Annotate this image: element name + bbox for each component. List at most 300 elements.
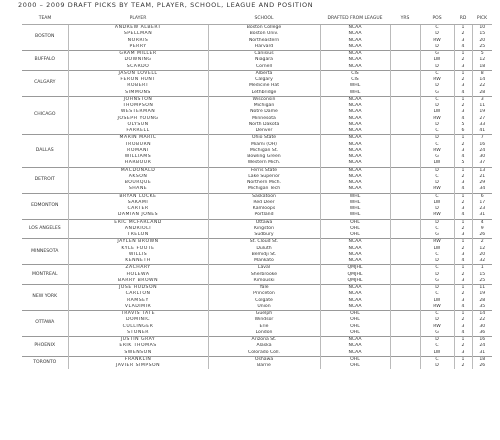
league-cell: QMJHL [320, 272, 390, 278]
round-cell: 3 [454, 64, 472, 71]
table-row [22, 212, 492, 219]
position-cell: C [420, 128, 454, 135]
pick-cell: 25 [479, 43, 486, 49]
league-cell: NCAA [320, 154, 390, 160]
pick-cell: 2 [472, 239, 492, 246]
pick-cell: 24 [479, 343, 486, 349]
league-cell: OHL [320, 330, 390, 337]
position-cell: C [420, 311, 454, 318]
round-cell: 4 [454, 154, 472, 160]
player-cell: JOSE HUDSON [68, 285, 208, 292]
round-cell: 1 [454, 356, 472, 363]
league-cell: NCAA [320, 57, 390, 63]
table-row [22, 186, 492, 193]
league-cell: NCAA [320, 252, 390, 258]
position-cell: C [420, 226, 454, 232]
round-cell: 1 [454, 51, 472, 58]
league-cell: OHL [320, 219, 390, 226]
league-cell: WHL [320, 83, 390, 89]
round-cell: 2 [454, 174, 472, 180]
position-cell: C [420, 70, 454, 77]
school-cell: Portland [208, 212, 320, 219]
school-cell: Michigan [208, 103, 320, 109]
team-cell: MINNESOTA [22, 239, 68, 265]
round-cell: 2 [454, 77, 472, 83]
pick-cell: 14 [479, 77, 486, 83]
league-cell: OHL [320, 226, 390, 232]
league-cell: NCAA [320, 109, 390, 115]
player-cell: ANDRIOLI [68, 226, 208, 232]
round-cell: 3 [454, 232, 472, 239]
league-cell: NCAA [320, 44, 390, 51]
position-cell: RW [420, 77, 454, 83]
team-cell: TORONTO [22, 356, 68, 369]
position-cell: LW [420, 350, 454, 357]
player-cell: FRANKLIN [68, 356, 208, 363]
table-row [22, 51, 492, 58]
league-cell: QMJHL [320, 278, 390, 285]
pick-cell: 29 [479, 180, 486, 186]
pick-cell: 32 [479, 258, 486, 264]
league-cell: NCAA [320, 167, 390, 174]
pick-cell: 12 [479, 57, 486, 63]
school-cell: Harvard [208, 44, 320, 51]
years-cell [390, 285, 420, 292]
league-cell: NCAA [320, 258, 390, 265]
round-cell: 2 [454, 226, 472, 232]
league-cell: NCAA [320, 31, 390, 37]
position-cell: RW [420, 38, 454, 44]
round-cell: 2 [454, 343, 472, 349]
years-cell [390, 186, 420, 193]
round-cell: 5 [454, 122, 472, 128]
player-cell: BARRY BROWN [68, 278, 208, 285]
player-cell: ANDREW ALBERT [68, 25, 208, 32]
player-cell: JUSTIN GRAY [68, 337, 208, 344]
player-cell: ROMANI [68, 148, 208, 154]
position-cell: LW [420, 298, 454, 304]
round-cell: 2 [454, 57, 472, 63]
table-row [22, 337, 492, 344]
position-cell: C [420, 142, 454, 148]
pick-cell: 19 [479, 109, 486, 115]
table-row [22, 239, 492, 246]
years-cell [390, 239, 420, 246]
school-cell: Windsor [208, 317, 320, 323]
position-cell: G [420, 90, 454, 97]
school-cell: Kamloops [208, 206, 320, 212]
years-cell [390, 128, 420, 135]
school-cell: Yale [208, 285, 320, 292]
school-cell: Red Deer [208, 200, 320, 206]
round-cell: 4 [454, 186, 472, 193]
pick-cell: 6 [472, 193, 492, 200]
pick-cell: 41 [479, 128, 486, 134]
player-cell: HOLEWA [68, 272, 208, 278]
round-cell: 3 [454, 278, 472, 285]
player-cell: HARBOUR [68, 160, 208, 167]
player-cell: JOHNSTON [68, 96, 208, 103]
league-cell: CIS [320, 77, 390, 83]
pick-cell: 34 [479, 186, 486, 192]
player-cell: TRELON [68, 232, 208, 239]
team-cell: BUFFALO [22, 51, 68, 71]
player-cell: ERIK THOMAS [68, 343, 208, 349]
pick-cell: 20 [479, 37, 486, 43]
league-cell: NCAA [320, 148, 390, 154]
pick-cell: 12 [479, 245, 486, 251]
school-cell: Calgary [208, 77, 320, 83]
school-cell: Sudbury [208, 232, 320, 239]
league-cell: NCAA [320, 116, 390, 122]
round-cell: 4 [454, 44, 472, 51]
round-cell: 2 [454, 200, 472, 206]
player-cell: DOMINIC [68, 317, 208, 323]
player-cell: STONER [68, 330, 208, 337]
league-cell: OHL [320, 363, 390, 369]
round-cell: 5 [454, 160, 472, 167]
player-cell: TRAVIS TATE [68, 311, 208, 318]
round-cell: 1 [454, 239, 472, 246]
pick-cell: 15 [479, 271, 486, 277]
header-row [22, 12, 492, 25]
school-cell: Lethbridge [208, 90, 320, 97]
position-cell: D [420, 103, 454, 109]
player-cell: JAYLEN BROWN [68, 239, 208, 246]
league-cell: WHL [320, 193, 390, 200]
player-cell: JAVIER SIMPSON [68, 363, 208, 369]
round-cell: 2 [454, 142, 472, 148]
position-cell: LW [420, 160, 454, 167]
round-cell: 3 [454, 350, 472, 357]
header-round: RD [454, 12, 472, 25]
years-cell [390, 265, 420, 272]
round-cell: 4 [454, 90, 472, 97]
school-cell: Guelph [208, 311, 320, 318]
pick-cell: 3 [472, 96, 492, 103]
school-cell: Princeton [208, 291, 320, 297]
player-cell: SHANE [68, 186, 208, 193]
pick-cell: 16 [479, 141, 486, 147]
school-cell: Union [208, 304, 320, 311]
draft-table [22, 12, 492, 369]
player-cell: SIMMONS [68, 90, 208, 97]
school-cell: Cornell [208, 64, 320, 71]
years-cell [390, 304, 420, 311]
league-cell: NCAA [320, 122, 390, 128]
school-cell: St. Cloud St. [208, 239, 320, 246]
pick-cell: 30 [479, 154, 486, 160]
pick-cell: 5 [472, 51, 492, 58]
team-cell: MONTREAL [22, 265, 68, 285]
player-cell: JASON LOVELL [68, 70, 208, 77]
header-pick: PICK [472, 12, 492, 25]
table-row [22, 193, 492, 200]
position-cell: D [420, 167, 454, 174]
pick-cell: 14 [472, 311, 492, 318]
years-cell [390, 278, 420, 285]
school-cell: Notre Dame [208, 109, 320, 115]
pick-cell: 20 [479, 251, 486, 257]
player-cell: SWENSON [68, 350, 208, 357]
round-cell: 4 [454, 258, 472, 265]
league-cell: WHL [320, 200, 390, 206]
position-cell: G [420, 51, 454, 58]
league-cell: OHL [320, 356, 390, 363]
team-cell: LOS ANGELES [22, 219, 68, 239]
player-cell: SPELLMAN [68, 31, 208, 37]
years-cell [390, 356, 420, 363]
pick-cell: 9 [480, 225, 484, 231]
round-cell: 2 [454, 246, 472, 252]
header-years: YRS [390, 12, 420, 25]
school-cell: Alberta [208, 70, 320, 77]
player-cell: THOMPSON [68, 103, 208, 109]
position-cell: LW [420, 109, 454, 115]
league-cell: NCAA [320, 291, 390, 297]
player-cell: BRYAN LOCKE [68, 193, 208, 200]
table-row [22, 70, 492, 77]
draft-table-body [22, 25, 492, 370]
league-cell: NCAA [320, 142, 390, 148]
player-cell: ZACHARY [68, 265, 208, 272]
round-cell: 1 [454, 285, 472, 292]
school-cell: Kingston [208, 226, 320, 232]
league-cell: OHL [320, 324, 390, 330]
team-cell: DALLAS [22, 135, 68, 167]
league-cell: OHL [320, 311, 390, 318]
table-row [22, 350, 492, 357]
table-row [22, 285, 492, 292]
school-cell: London [208, 330, 320, 337]
round-cell: 1 [454, 70, 472, 77]
player-cell: FERON HUNT [68, 77, 208, 83]
league-cell: OHL [320, 232, 390, 239]
pick-cell: 33 [479, 121, 486, 127]
round-cell: 1 [454, 25, 472, 32]
position-cell: D [420, 363, 454, 369]
pick-cell: 35 [479, 303, 486, 309]
position-cell: D [420, 272, 454, 278]
school-cell: Michigan Tech [208, 186, 320, 193]
player-cell: DOWNING [68, 57, 208, 63]
position-cell: C [420, 343, 454, 349]
team-cell: BOSTON [22, 25, 68, 51]
position-cell: D [420, 285, 454, 292]
round-cell: 3 [454, 180, 472, 186]
pick-cell: 16 [472, 337, 492, 344]
header-position: POS [420, 12, 454, 25]
school-cell: Sherbrooke [208, 272, 320, 278]
league-cell: NCAA [320, 160, 390, 167]
school-cell: Boston College [208, 25, 320, 32]
pick-cell: 36 [479, 329, 486, 335]
team-cell: CHICAGO [22, 96, 68, 135]
school-cell: Laval [208, 265, 320, 272]
table-row [22, 356, 492, 363]
table-row [22, 219, 492, 226]
table-row [22, 135, 492, 142]
position-cell: RW [420, 212, 454, 219]
years-cell [390, 160, 420, 167]
school-cell: Niagara [208, 57, 320, 63]
pick-cell: 37 [479, 160, 486, 166]
player-cell: TROBURN [68, 142, 208, 148]
round-cell: 3 [454, 83, 472, 89]
years-cell [390, 64, 420, 71]
table-row [22, 265, 492, 272]
position-cell: C [420, 265, 454, 272]
position-cell: RW [420, 148, 454, 154]
league-cell: NCAA [320, 135, 390, 142]
league-cell: NCAA [320, 103, 390, 109]
pick-cell: 19 [479, 291, 486, 297]
position-cell: D [420, 180, 454, 186]
league-cell: NCAA [320, 285, 390, 292]
pick-cell: 18 [479, 63, 486, 69]
position-cell: C [420, 193, 454, 200]
table-row [22, 128, 492, 135]
position-cell: D [420, 31, 454, 37]
years-cell [390, 135, 420, 142]
pick-cell: 11 [472, 285, 492, 292]
years-cell [390, 167, 420, 174]
pick-cell: 15 [479, 31, 486, 37]
pick-cell: 22 [479, 317, 486, 323]
round-cell: 2 [454, 317, 472, 323]
round-cell: 4 [454, 330, 472, 337]
position-cell: LW [420, 200, 454, 206]
player-cell: CARLTON [68, 291, 208, 297]
school-cell: Western Mich. [208, 160, 320, 167]
league-cell: NCAA [320, 186, 390, 193]
pick-cell: 7 [472, 135, 492, 142]
school-cell: Ottawa [208, 219, 320, 226]
years-cell [390, 219, 420, 226]
school-cell: Alaska [208, 343, 320, 349]
school-cell: Duluth [208, 246, 320, 252]
player-cell: KENNETH [68, 258, 208, 265]
school-cell: Ferris State [208, 167, 320, 174]
pick-cell: 23 [479, 206, 486, 212]
years-cell [390, 44, 420, 51]
league-cell: WHL [320, 90, 390, 97]
table-row [22, 25, 492, 32]
table-row [22, 278, 492, 285]
pick-cell: 31 [479, 212, 486, 218]
player-cell: CARTER [68, 206, 208, 212]
pick-cell: 17 [479, 199, 486, 205]
position-cell: D [420, 135, 454, 142]
school-cell: Denver [208, 128, 320, 135]
years-cell [390, 363, 420, 369]
position-cell: RW [420, 304, 454, 311]
round-cell: 2 [454, 363, 472, 369]
player-cell: DAMIAN JONES [68, 212, 208, 219]
league-cell: NCAA [320, 96, 390, 103]
league-cell: NCAA [320, 128, 390, 135]
pick-cell: 4 [472, 219, 492, 226]
years-cell [390, 337, 420, 344]
team-cell: CALGARY [22, 70, 68, 96]
player-cell: VLADIMIR [68, 304, 208, 311]
league-cell: NCAA [320, 180, 390, 186]
round-cell: 4 [454, 212, 472, 219]
position-cell: D [420, 219, 454, 226]
position-cell: D [420, 258, 454, 265]
round-cell: 1 [454, 265, 472, 272]
pick-cell: 28 [479, 297, 486, 303]
pick-cell: 8 [472, 70, 492, 77]
school-cell: Bemidji St. [208, 252, 320, 258]
table-row [22, 90, 492, 97]
header-league: DRAFTED FROM LEAGUE [320, 12, 390, 25]
league-cell: NCAA [320, 246, 390, 252]
player-cell: ROBERT [68, 83, 208, 89]
position-cell: D [420, 44, 454, 51]
pick-cell: 11 [479, 103, 486, 109]
table-row [22, 232, 492, 239]
round-cell: 4 [454, 304, 472, 311]
table-row [22, 363, 492, 369]
years-cell [390, 193, 420, 200]
position-cell: G [420, 232, 454, 239]
league-cell: NCAA [320, 343, 390, 349]
pick-cell: 31 [479, 349, 486, 355]
position-cell: RW [420, 324, 454, 330]
position-cell: LW [420, 57, 454, 63]
pick-cell: 10 [472, 25, 492, 32]
round-cell: 1 [454, 167, 472, 174]
round-cell: 2 [454, 272, 472, 278]
player-cell: SCARDO [68, 64, 208, 71]
round-cell: 3 [454, 298, 472, 304]
player-cell: WILLIAMS [68, 154, 208, 160]
pick-cell: 26 [479, 363, 486, 369]
position-cell: LW [420, 246, 454, 252]
round-cell: 1 [454, 96, 472, 103]
pick-cell: 30 [479, 323, 486, 329]
position-cell: C [420, 25, 454, 32]
round-cell: 2 [454, 291, 472, 297]
school-cell: Bowling Green [208, 154, 320, 160]
years-cell [390, 25, 420, 32]
school-cell: Michigan St. [208, 148, 320, 154]
position-cell: G [420, 278, 454, 285]
player-cell: JOSEPH YOUNG [68, 116, 208, 122]
league-cell: CIS [320, 70, 390, 77]
league-cell: NCAA [320, 337, 390, 344]
player-cell: WILLIS [68, 252, 208, 258]
table-row [22, 96, 492, 103]
player-cell: SAKAMI [68, 200, 208, 206]
table-row [22, 258, 492, 265]
school-cell: Saskatoon [208, 193, 320, 200]
player-cell: MACDONALD [68, 167, 208, 174]
school-cell: Arizona St. [208, 337, 320, 344]
school-cell: Minnesota [208, 116, 320, 122]
school-cell: Colorado Coll. [208, 350, 320, 357]
team-cell: DETROIT [22, 167, 68, 193]
school-cell: Boston Univ. [208, 31, 320, 37]
round-cell: 3 [454, 148, 472, 154]
round-cell: 3 [454, 252, 472, 258]
position-cell: D [420, 317, 454, 323]
school-cell: Oshawa [208, 356, 320, 363]
table-row [22, 311, 492, 318]
player-cell: ERIC MCFARLAND [68, 219, 208, 226]
team-cell: EDMONTON [22, 193, 68, 219]
